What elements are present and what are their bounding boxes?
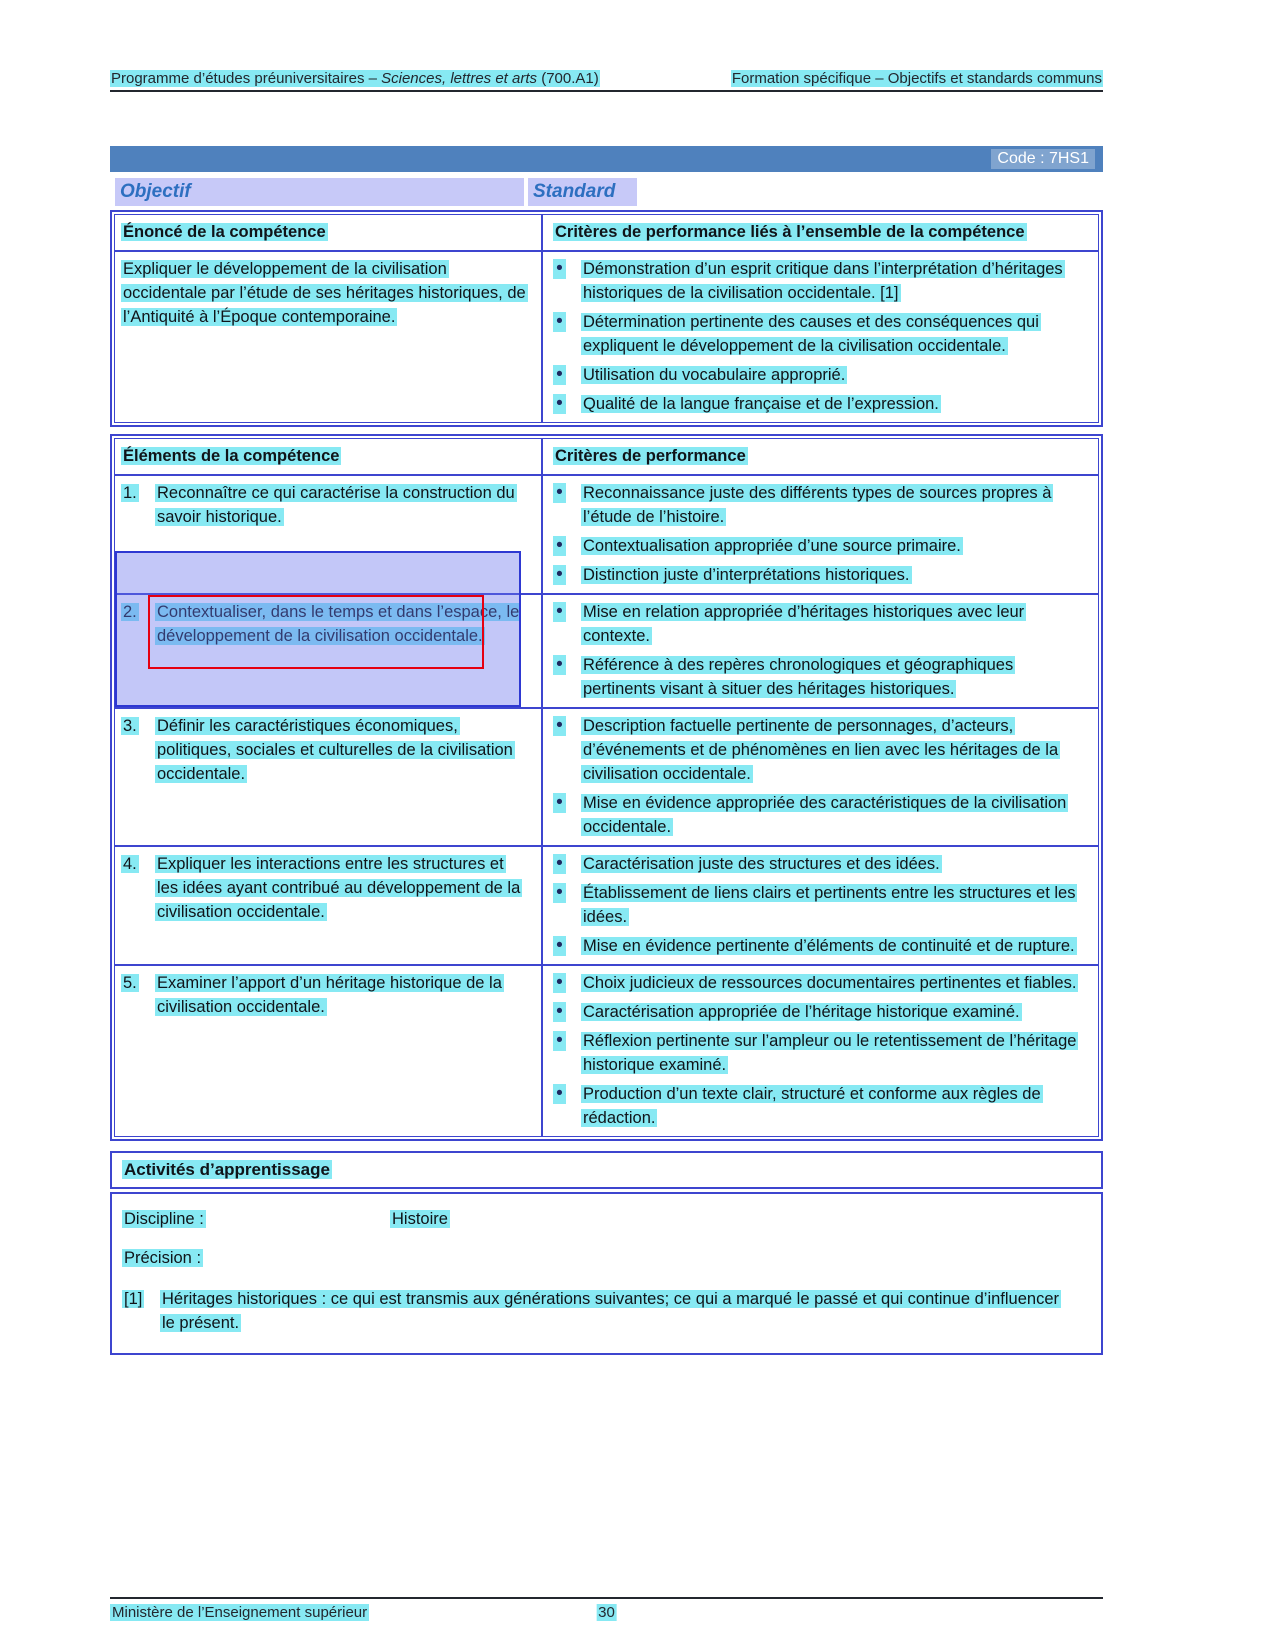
page-footer — [110, 1604, 1103, 1621]
criterion-text: Caractérisation appropriée de l’héritage historique examiné. — [583, 1003, 1020, 1021]
bullet-icon: • — [553, 259, 566, 279]
bullet-icon: • — [553, 365, 566, 385]
criteria-cell-3 — [541, 709, 1098, 845]
page-header — [110, 0, 1103, 92]
bullet-icon: • — [553, 883, 566, 903]
competence-table-body-row — [115, 250, 1098, 422]
element-number: 5. — [123, 974, 137, 992]
code-bar — [110, 146, 1103, 172]
criterion-text: Réflexion pertinente sur l’ampleur ou le retentissement de l’héritage historique examiné. — [583, 1032, 1077, 1074]
footer-page-number: 30 — [598, 1604, 615, 1621]
criteria-cell-4 — [541, 847, 1098, 964]
table-row-5 — [115, 964, 1098, 1136]
criterion — [553, 714, 1090, 786]
table-row-4 — [115, 845, 1098, 964]
criterion — [553, 971, 1090, 995]
bullet-icon: • — [553, 1002, 566, 1022]
bullet-icon: • — [553, 536, 566, 556]
code-label: Code : 7HS1 — [991, 149, 1095, 169]
elements-header-cell: Éléments de la compétence — [123, 447, 340, 465]
criterion-text: Caractérisation juste des structures et des idées. — [583, 855, 940, 873]
performance-header-cell: Critères de performance — [541, 439, 1098, 474]
criterion — [553, 310, 1090, 358]
criterion — [553, 852, 1090, 876]
competence-table — [110, 210, 1103, 427]
criterion-text: Utilisation du vocabulaire approprié. — [583, 366, 846, 384]
bullet-icon: • — [553, 1084, 566, 1104]
table-row-2 — [115, 593, 1098, 707]
element-number: 1. — [123, 484, 137, 502]
bullet-icon: • — [553, 936, 566, 956]
criterion-text: Production d’un texte clair, structuré et conforme aux règles de rédaction. — [583, 1085, 1041, 1127]
criterion-text: Qualité de la langue française et de l’expression. — [583, 395, 939, 413]
criterion-text: Reconnaissance juste des différents types de sources propres à l’étude de l’histoire. — [583, 484, 1052, 526]
criterion — [553, 392, 1090, 416]
criterion — [553, 881, 1090, 929]
element-cell-2 — [115, 595, 541, 707]
footnote-text: Héritages historiques : ce qui est transmis aux générations suivantes; ce qui a marqué le passé et qui continue d’influencer le présent. — [162, 1290, 1060, 1332]
bullet-icon: • — [553, 854, 566, 874]
criterion — [553, 1000, 1090, 1024]
criterion — [553, 563, 1090, 587]
element-text: Contextualiser, dans le temps et dans l’espace, le développement de la civilisation occidentale. — [157, 603, 520, 645]
header-right-text: Formation spécifique – Objectifs et standards communs — [731, 70, 1102, 87]
bullet-icon: • — [553, 655, 566, 675]
discipline-label: Discipline : — [124, 1210, 204, 1228]
header-left-text: Programme d’études préuniversitaires – Sciences, lettres et arts (700.A1) — [111, 70, 599, 87]
discipline-row — [122, 1207, 1091, 1231]
red-annotation-box — [148, 595, 484, 669]
enonce-cell — [115, 252, 541, 422]
competence-table-header-row — [115, 215, 1098, 250]
element-text: Définir les caractéristiques économiques, politiques, sociales et culturelles de la civilisation occidentale. — [157, 717, 513, 783]
criteria-cell-5 — [541, 966, 1098, 1136]
bullet-icon: • — [553, 973, 566, 993]
enonce-text: Expliquer le développement de la civilisation occidentale par l’étude de ses héritages historiques, de l’Antiquité à l’Époque contemporaine. — [123, 260, 526, 326]
footnote — [122, 1287, 1091, 1335]
bullet-icon: • — [553, 1031, 566, 1051]
standard-heading: Standard — [528, 178, 637, 206]
elements-table-header-row — [115, 439, 1098, 474]
element-cell-3 — [115, 709, 541, 845]
criterion — [553, 791, 1090, 839]
criterion — [553, 257, 1090, 305]
enonce-header-cell: Énoncé de la compétence — [123, 223, 326, 241]
element-number: 4. — [123, 855, 137, 873]
element-cell-5 — [115, 966, 541, 1136]
criterion — [553, 1082, 1090, 1130]
criterion — [553, 363, 1090, 387]
criterion-text: Détermination pertinente des causes et des conséquences qui expliquent le développement de la civilisation occidentale. — [583, 313, 1039, 355]
bullet-icon: • — [553, 483, 566, 503]
elements-table — [110, 434, 1103, 1141]
criterion — [553, 600, 1090, 648]
bullet-icon: • — [553, 565, 566, 585]
bullet-icon: • — [553, 716, 566, 736]
criterion-text: Distinction juste d’interprétations historiques. — [583, 566, 910, 584]
criterion-text: Référence à des repères chronologiques et géographiques pertinents visant à situer des héritages historiques. — [583, 656, 1014, 698]
table-row-3 — [115, 707, 1098, 845]
activities-body — [110, 1192, 1103, 1355]
precision-row — [122, 1246, 1091, 1270]
element-text: Expliquer les interactions entre les structures et les idées ayant contribué au développement de la civilisation occidentale. — [157, 855, 521, 921]
criteria-cell-1 — [541, 476, 1098, 593]
criterion — [553, 1029, 1090, 1077]
bullet-icon: • — [553, 312, 566, 332]
activities-title-box — [110, 1151, 1103, 1189]
bullet-icon: • — [553, 394, 566, 414]
bullet-icon: • — [553, 793, 566, 813]
criteres-header-cell: Critères de performance liés à l’ensemble de la compétence — [541, 215, 1098, 250]
bullet-icon: • — [553, 602, 566, 622]
discipline-value: Histoire — [392, 1210, 448, 1228]
criterion — [553, 653, 1090, 701]
criterion-text: Établissement de liens clairs et pertinents entre les structures et les idées. — [583, 884, 1076, 926]
objectif-heading: Objectif — [115, 178, 524, 206]
footer-rule — [110, 1597, 1103, 1599]
criterion-text: Mise en relation appropriée d’héritages historiques avec leur contexte. — [583, 603, 1025, 645]
element-number: 2. — [123, 603, 137, 621]
element-number: 3. — [123, 717, 137, 735]
criterion — [553, 481, 1090, 529]
criterion-text: Description factuelle pertinente de personnages, d’acteurs, d’événements et de phénomènes en lien avec les héritages de la civilisation occidentale. — [583, 717, 1059, 783]
element-text: Reconnaître ce qui caractérise la construction du savoir historique. — [157, 484, 515, 526]
criterion — [553, 534, 1090, 558]
criteria-cell-2 — [541, 595, 1098, 707]
activities-title: Activités d’apprentissage — [124, 1160, 330, 1179]
criterion-text: Mise en évidence pertinente d’éléments de continuité et de rupture. — [583, 937, 1075, 955]
criterion-text: Démonstration d’un esprit critique dans l’interprétation d’héritages historiques de la civilisation occidentale. [1] — [583, 260, 1063, 302]
criterion-text: Mise en évidence appropriée des caractéristiques de la civilisation occidentale. — [583, 794, 1067, 836]
footnote-marker: [1] — [124, 1290, 143, 1308]
footer-ministry: Ministère de l’Enseignement supérieur — [112, 1604, 368, 1621]
page-content — [110, 0, 1103, 1355]
criteres-cell — [541, 252, 1098, 422]
criterion-text: Choix judicieux de ressources documentaires pertinentes et fiables. — [583, 974, 1077, 992]
heading-strips — [115, 178, 1103, 206]
criterion — [553, 934, 1090, 958]
element-cell-4 — [115, 847, 541, 964]
precision-label: Précision : — [124, 1249, 202, 1267]
element-text: Examiner l’apport d’un héritage historique de la civilisation occidentale. — [157, 974, 502, 1016]
criterion-text: Contextualisation appropriée d’une source primaire. — [583, 537, 961, 555]
